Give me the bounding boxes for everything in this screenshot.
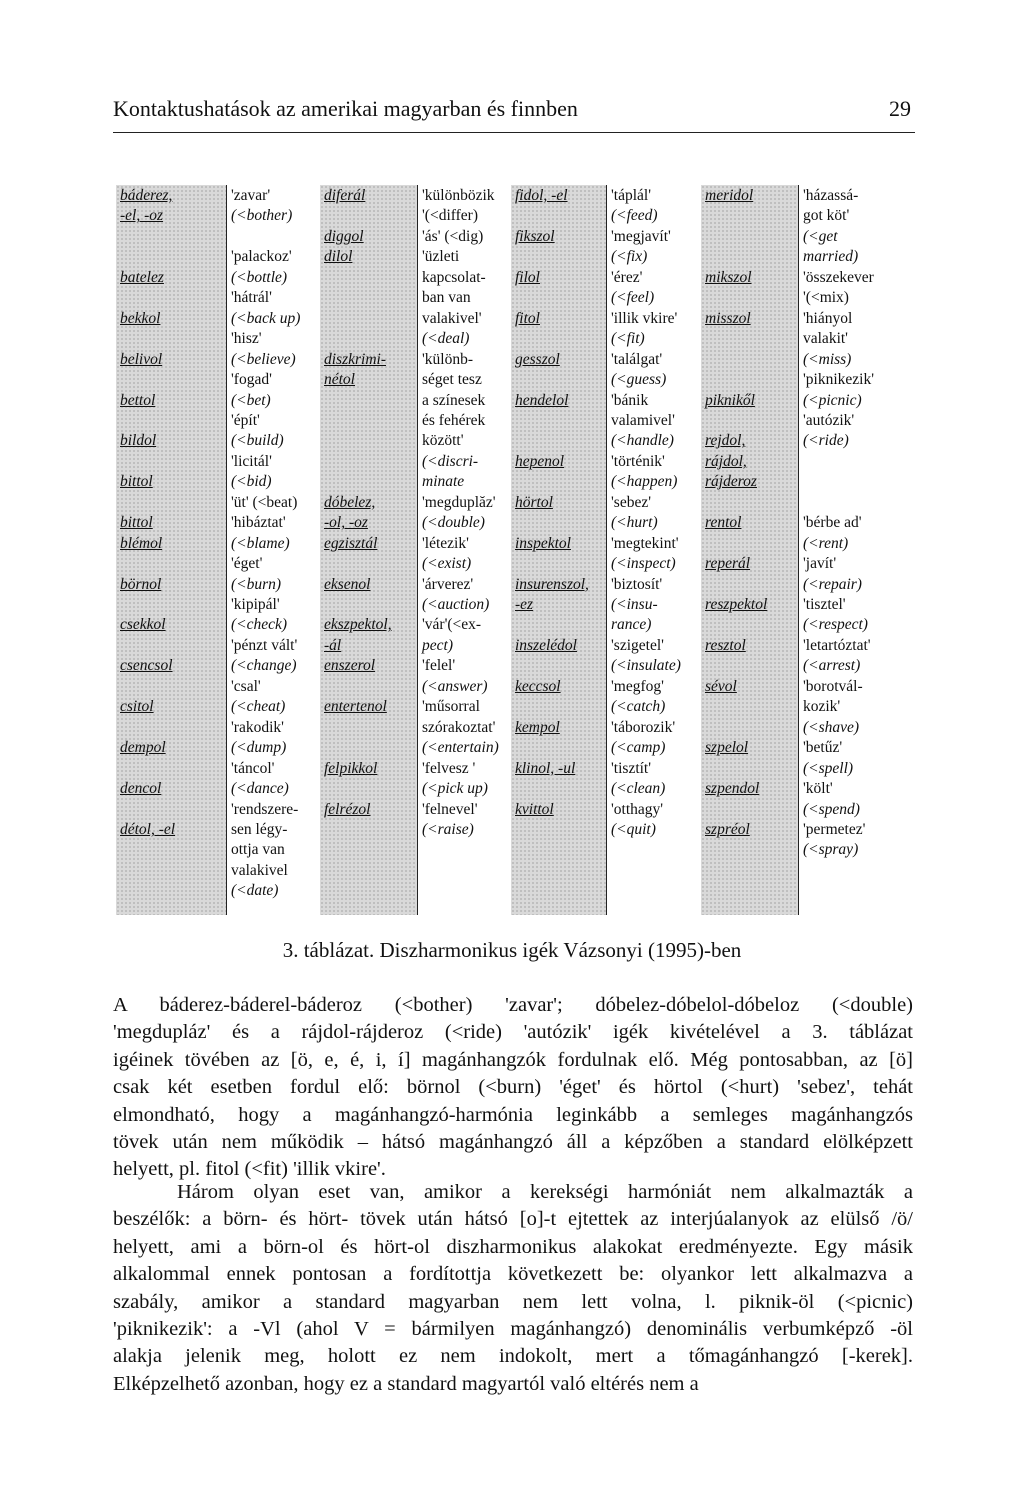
- loanverb-column: [320, 185, 417, 915]
- text-line: tövek után nem működik – hátsó magánhangzó áll a képzőben a standard elölképzett: [113, 1130, 913, 1153]
- loanverb-cell: fidol, -el: [515, 187, 568, 204]
- loanverb-cell: mikszol: [705, 268, 752, 286]
- loanverb-cell: rájdol,: [705, 452, 747, 470]
- gloss-cell: (<respect): [803, 616, 868, 634]
- gloss-cell: '(<mix): [803, 289, 849, 307]
- loanverb-cell: felpikkol: [324, 759, 378, 777]
- gloss-cell: (<fit): [611, 330, 645, 348]
- gloss-cell: (<build): [231, 432, 284, 450]
- running-header: [113, 92, 915, 133]
- gloss-cell: 'vár'(<ex-: [422, 616, 482, 634]
- gloss-cell: valakivel': [422, 309, 482, 327]
- loanverb-cell: egzisztál: [324, 534, 378, 552]
- loanverb-cell: szpendol: [705, 780, 760, 798]
- gloss-cell: (<auction): [422, 596, 490, 613]
- gloss-column: [798, 185, 888, 915]
- gloss-cell: 'hibáztat': [231, 514, 286, 532]
- gloss-cell: 'fogad': [231, 371, 272, 389]
- text-line: elmondható, hogy a magánhangzó-harmónia leginkább a semleges magánhangzós: [113, 1103, 913, 1126]
- gloss-cell: ottja van: [231, 841, 285, 859]
- gloss-cell: 'házassá-: [803, 187, 859, 204]
- loanverb-cell: klinol, -ul: [515, 759, 576, 777]
- loanverb-cell: hörtol: [515, 493, 553, 511]
- loanverb-cell: resztol: [705, 636, 746, 654]
- text-line: 'piknikezik': a -Vl (ahol V = bármilyen magánhangzó) denominális verbumképző -öl: [113, 1317, 913, 1340]
- gloss-cell: 'zavar': [231, 187, 271, 204]
- loanverb-column: [116, 185, 226, 915]
- gloss-cell: 'permetez': [803, 820, 866, 838]
- text-line: beszélők: a börn- és hört- tövek után hátsó [o]-t ejtettek az interjúalanyok az elülső /ö/: [113, 1208, 913, 1231]
- text-line: 'megdupláz' és a rájdol-rájderoz (<ride) 'autózik' igék kivételével a 3. táblázat: [113, 1021, 913, 1044]
- loanverb-cell: filol: [515, 268, 540, 286]
- gloss-cell: 'ás' (<dig): [422, 227, 484, 245]
- loanverb-cell: rentol: [705, 514, 742, 532]
- gloss-cell: 'rendszere-: [231, 800, 299, 818]
- text-line: Három olyan eset van, amikor a kerekségi harmóniát nem alkalmazták a: [177, 1181, 913, 1203]
- gloss-cell: (<get: [803, 227, 838, 245]
- gloss-column: [417, 185, 511, 915]
- gloss-cell: 'különb-: [422, 350, 474, 368]
- gloss-cell: 'különbözik: [422, 187, 495, 204]
- gloss-cell: 'felvesz ': [422, 759, 476, 777]
- loanverb-cell: insurenszol,: [515, 575, 589, 593]
- gloss-cell: (<deal): [422, 330, 470, 348]
- loanverb-cell: fikszol: [515, 227, 555, 245]
- loanverb-column: [511, 185, 606, 915]
- gloss-cell: (<dance): [231, 780, 289, 798]
- gloss-cell: (<feed): [611, 207, 658, 225]
- loanverb-cell: reperál: [705, 555, 751, 573]
- loanverb-cell: hepenol: [515, 452, 565, 470]
- text-line: alkalommal ennek pontosan a fordítottja következett be: olyankor lett alkalmazva a: [113, 1263, 913, 1286]
- loanverb-cell: reszpektol: [705, 596, 768, 613]
- gloss-cell: 'csal': [231, 677, 261, 695]
- gloss-cell: (<spend): [803, 800, 860, 818]
- loanverb-column: [701, 185, 798, 915]
- gloss-cell: kapcsolat-: [422, 268, 486, 286]
- gloss-cell: 'felnevel': [422, 800, 478, 818]
- gloss-cell: '(<differ): [422, 207, 478, 225]
- loanverb-cell: détol, -el: [120, 820, 176, 838]
- gloss-cell: (<hurt): [611, 514, 658, 532]
- loanverb-cell: sévol: [705, 677, 737, 695]
- loanverb-cell: -ol, -oz: [324, 514, 368, 532]
- loanverb-cell: rejdol,: [705, 432, 746, 450]
- gloss-cell: kozik': [803, 698, 841, 716]
- gloss-cell: (<spell): [803, 759, 854, 777]
- loanverb-cell: ekszpektol,: [324, 616, 392, 634]
- text-line: csak két esetben fordul elő: börnol (<burn) 'éget' és hörtol (<hurt) 'sebez', tehát: [113, 1076, 913, 1099]
- gloss-cell: (<guess): [611, 371, 667, 389]
- gloss-cell: 'költ': [803, 780, 833, 798]
- gloss-cell: 'hátrál': [231, 289, 272, 307]
- gloss-cell: (<change): [231, 657, 297, 675]
- loanverb-cell: kempol: [515, 718, 560, 736]
- gloss-cell: 'létezik': [422, 534, 469, 552]
- loanverb-cell: nétol: [324, 371, 355, 389]
- loanverb-cell: dilol: [324, 248, 353, 266]
- gloss-cell: (<rent): [803, 534, 849, 552]
- loanverb-cell: enszerol: [324, 657, 376, 675]
- gloss-cell: (<check): [231, 616, 288, 634]
- text-line: Elképzelhető azonban, hogy ez a standard magyartól való eltérés nem a: [113, 1372, 699, 1395]
- gloss-cell: rance): [611, 616, 652, 634]
- gloss-cell: és fehérek: [422, 411, 486, 429]
- loanverb-cell: belivol: [120, 350, 163, 368]
- loanverb-cell: dóbelez,: [324, 493, 376, 511]
- gloss-cell: a színesek: [422, 391, 486, 409]
- gloss-cell: 'megfog': [611, 677, 664, 695]
- running-title: Kontaktushatások az amerikai magyarban és finnben: [113, 96, 578, 121]
- gloss-cell: 'tisztel': [803, 596, 846, 613]
- gloss-cell: (<camp): [611, 739, 666, 757]
- gloss-cell: 'hiányol: [803, 309, 853, 327]
- gloss-cell: (<repair): [803, 575, 862, 593]
- gloss-cell: között': [422, 432, 464, 450]
- gloss-cell: 'autózik': [803, 411, 855, 429]
- gloss-cell: (<dump): [231, 739, 287, 757]
- gloss-cell: (<bet): [231, 391, 271, 409]
- loanverb-cell: -ez: [515, 596, 534, 613]
- gloss-cell: 'pénzt vált': [231, 636, 298, 654]
- gloss-cell: (<double): [422, 514, 485, 532]
- gloss-cell: 'betűz': [803, 739, 843, 757]
- gloss-cell: valakit': [803, 330, 848, 348]
- loanverb-cell: dencol: [120, 780, 162, 798]
- text-line: alakja jelenik meg, holott ez nem indokolt, mert a tőmagánhangzó [-kerek].: [113, 1345, 913, 1368]
- loanverb-cell: inszelédol: [515, 636, 577, 654]
- gloss-cell: 'megjavít': [611, 227, 671, 245]
- gloss-cell: (<clean): [611, 780, 666, 798]
- loanverb-cell: keccsol: [515, 677, 561, 695]
- loanverb-cell: csekkol: [120, 616, 166, 634]
- loanverb-cell: bekkol: [120, 309, 161, 327]
- gloss-cell: (<answer): [422, 677, 488, 695]
- paragraph-1: [113, 992, 913, 1184]
- loanverb-cell: báderez,: [120, 187, 173, 204]
- gloss-cell: (<spray): [803, 841, 859, 859]
- gloss-cell: 'éget': [231, 555, 263, 573]
- gloss-cell: 'licitál': [231, 452, 272, 470]
- gloss-cell: (<bottle): [231, 268, 288, 286]
- gloss-cell: ban van: [422, 289, 471, 307]
- gloss-cell: 'sebez': [611, 493, 652, 511]
- gloss-cell: 'piknikezik': [803, 371, 875, 389]
- loanverb-cell: dempol: [120, 739, 166, 757]
- gloss-cell: 'illik vkire': [611, 309, 678, 327]
- gloss-cell: 'rakodik': [231, 718, 284, 736]
- text-line: helyett, pl. fitol (<fit) 'illik vkire'.: [113, 1158, 386, 1181]
- text-line: A báderez-báderel-báderoz (<bother) 'zavar'; dóbelez-dóbelol-dóbeloz (<double): [113, 994, 913, 1016]
- loanverb-cell: kvittol: [515, 800, 554, 818]
- loanverb-cell: diggol: [324, 227, 364, 245]
- gloss-column: [606, 185, 701, 915]
- gloss-cell: valamivel': [611, 411, 675, 429]
- text-line: igéinek tövében az [ö, e, é, i, í] magánhangzók fordulnak elő. Még pontosabban, az [ö]: [113, 1048, 913, 1071]
- gloss-cell: 'összekever: [803, 268, 874, 286]
- gloss-cell: 'árverez': [422, 575, 474, 593]
- loanverb-cell: misszol: [705, 309, 751, 327]
- gloss-cell: (<entertain): [422, 739, 499, 757]
- gloss-cell: séget tesz: [422, 371, 482, 389]
- loanverb-cell: szpelol: [705, 739, 749, 757]
- gloss-cell: (<cheat): [231, 698, 286, 716]
- gloss-cell: 'műsorral: [422, 698, 480, 716]
- gloss-cell: (<handle): [611, 432, 674, 450]
- gloss-cell: (<picnic): [803, 391, 862, 409]
- loanverb-cell: bittol: [120, 514, 153, 532]
- loanverb-cell: piknikől: [705, 391, 755, 409]
- gloss-cell: (<insu-: [611, 596, 658, 613]
- text-line: szabály, amikor a standard magyarban nem lett volna, l. piknik-öl (<picnic): [113, 1290, 913, 1313]
- gloss-cell: 'otthagy': [611, 800, 664, 818]
- gloss-cell: 'táborozik': [611, 718, 676, 736]
- gloss-cell: (<happen): [611, 473, 678, 491]
- gloss-cell: 'érez': [611, 268, 643, 286]
- loanverb-cell: batelez: [120, 268, 164, 286]
- gloss-cell: valakivel: [231, 861, 288, 879]
- gloss-cell: 'megduplăz': [422, 493, 496, 511]
- gloss-cell: (<date): [231, 882, 279, 900]
- gloss-cell: (<insulate): [611, 657, 681, 675]
- loanverb-cell: bittol: [120, 473, 153, 491]
- gloss-cell: (<bid): [231, 473, 272, 491]
- table-caption: 3. táblázat. Diszharmonikus igék Vázsonyi (1995)-ben: [282, 938, 742, 962]
- loanverb-cell: felrézol: [324, 800, 371, 818]
- gloss-cell: 'kipipál': [231, 596, 280, 613]
- gloss-cell: (<arrest): [803, 657, 861, 675]
- loanverb-cell: meridol: [705, 187, 754, 204]
- gloss-cell: (<miss): [803, 350, 852, 368]
- gloss-cell: minate: [422, 473, 465, 491]
- gloss-cell: 'megtekint': [611, 534, 679, 552]
- loanverb-cell: csitol: [120, 698, 154, 716]
- gloss-cell: (<fix): [611, 248, 648, 266]
- gloss-cell: 'szigetel': [611, 636, 664, 654]
- gloss-cell: 'találgat': [611, 350, 663, 368]
- loanverb-cell: diferál: [324, 187, 366, 204]
- loanverb-cell: entertenol: [324, 698, 387, 716]
- gloss-cell: married): [803, 248, 859, 266]
- loanverb-cell: bettol: [120, 391, 156, 409]
- loanverb-cell: csencsol: [120, 657, 173, 675]
- gloss-cell: (<back up): [231, 309, 301, 327]
- gloss-cell: 'történik': [611, 452, 665, 470]
- loanverb-cell: blémol: [120, 534, 163, 552]
- loanverb-cell: gesszol: [515, 350, 560, 368]
- loanverb-cell: rájderoz: [705, 473, 757, 491]
- paragraph-2: [113, 1179, 913, 1398]
- loanverb-cell: hendelol: [515, 391, 569, 409]
- loanverb-cell: -ál: [324, 636, 342, 654]
- gloss-cell: (<discri-: [422, 452, 479, 470]
- loanverb-cell: bildol: [120, 432, 157, 450]
- gloss-cell: 'tisztít': [611, 759, 652, 777]
- gloss-cell: (<believe): [231, 350, 296, 368]
- gloss-cell: 'bérbe ad': [803, 514, 862, 532]
- verb-table: [116, 185, 888, 915]
- loanverb-cell: börnol: [120, 575, 162, 593]
- gloss-cell: 'palackoz': [231, 248, 292, 266]
- gloss-cell: (<inspect): [611, 555, 676, 573]
- gloss-cell: (<shave): [803, 718, 860, 736]
- gloss-cell: (<ride): [803, 432, 849, 450]
- gloss-cell: 'táncol': [231, 759, 275, 777]
- gloss-cell: 'felel': [422, 657, 456, 675]
- gloss-column: [226, 185, 320, 915]
- gloss-cell: 'üzleti: [422, 248, 460, 266]
- gloss-cell: 'javít': [803, 555, 837, 573]
- loanverb-cell: fitol: [515, 309, 540, 327]
- gloss-cell: (<raise): [422, 820, 474, 838]
- loanverb-cell: -el, -oz: [120, 207, 164, 225]
- gloss-cell: 'borotvál-: [803, 677, 863, 695]
- gloss-cell: (<bother): [231, 207, 293, 225]
- gloss-cell: got köt': [803, 207, 850, 225]
- gloss-cell: pect): [422, 636, 453, 654]
- loanverb-cell: inspektol: [515, 534, 571, 552]
- gloss-cell: 'épít': [231, 411, 260, 429]
- gloss-cell: 'hisz': [231, 330, 262, 348]
- gloss-cell: 'biztosít': [611, 575, 663, 593]
- gloss-cell: sen légy-: [231, 820, 288, 838]
- gloss-cell: (<quit): [611, 820, 656, 838]
- page-number: 29: [889, 96, 911, 121]
- gloss-cell: 'táplál': [611, 187, 652, 204]
- gloss-cell: (<pick up): [422, 780, 488, 798]
- gloss-cell: (<feel): [611, 289, 655, 307]
- gloss-cell: (<burn): [231, 575, 282, 593]
- text-line: helyett, ami a börn-ol és hört-ol diszharmonikus alakokat eredményezte. Egy másik: [113, 1235, 913, 1258]
- gloss-cell: 'letartóztat': [803, 636, 871, 654]
- gloss-cell: szórakoztat': [422, 718, 496, 736]
- gloss-cell: 'bánik: [611, 391, 649, 409]
- gloss-cell: 'üt' (<beat): [231, 493, 298, 511]
- gloss-cell: (<blame): [231, 534, 290, 552]
- gloss-cell: (<exist): [422, 555, 472, 573]
- gloss-cell: (<catch): [611, 698, 666, 716]
- loanverb-cell: diszkrimi-: [324, 350, 386, 368]
- loanverb-cell: eksenol: [324, 575, 371, 593]
- loanverb-cell: szpréol: [705, 820, 750, 838]
